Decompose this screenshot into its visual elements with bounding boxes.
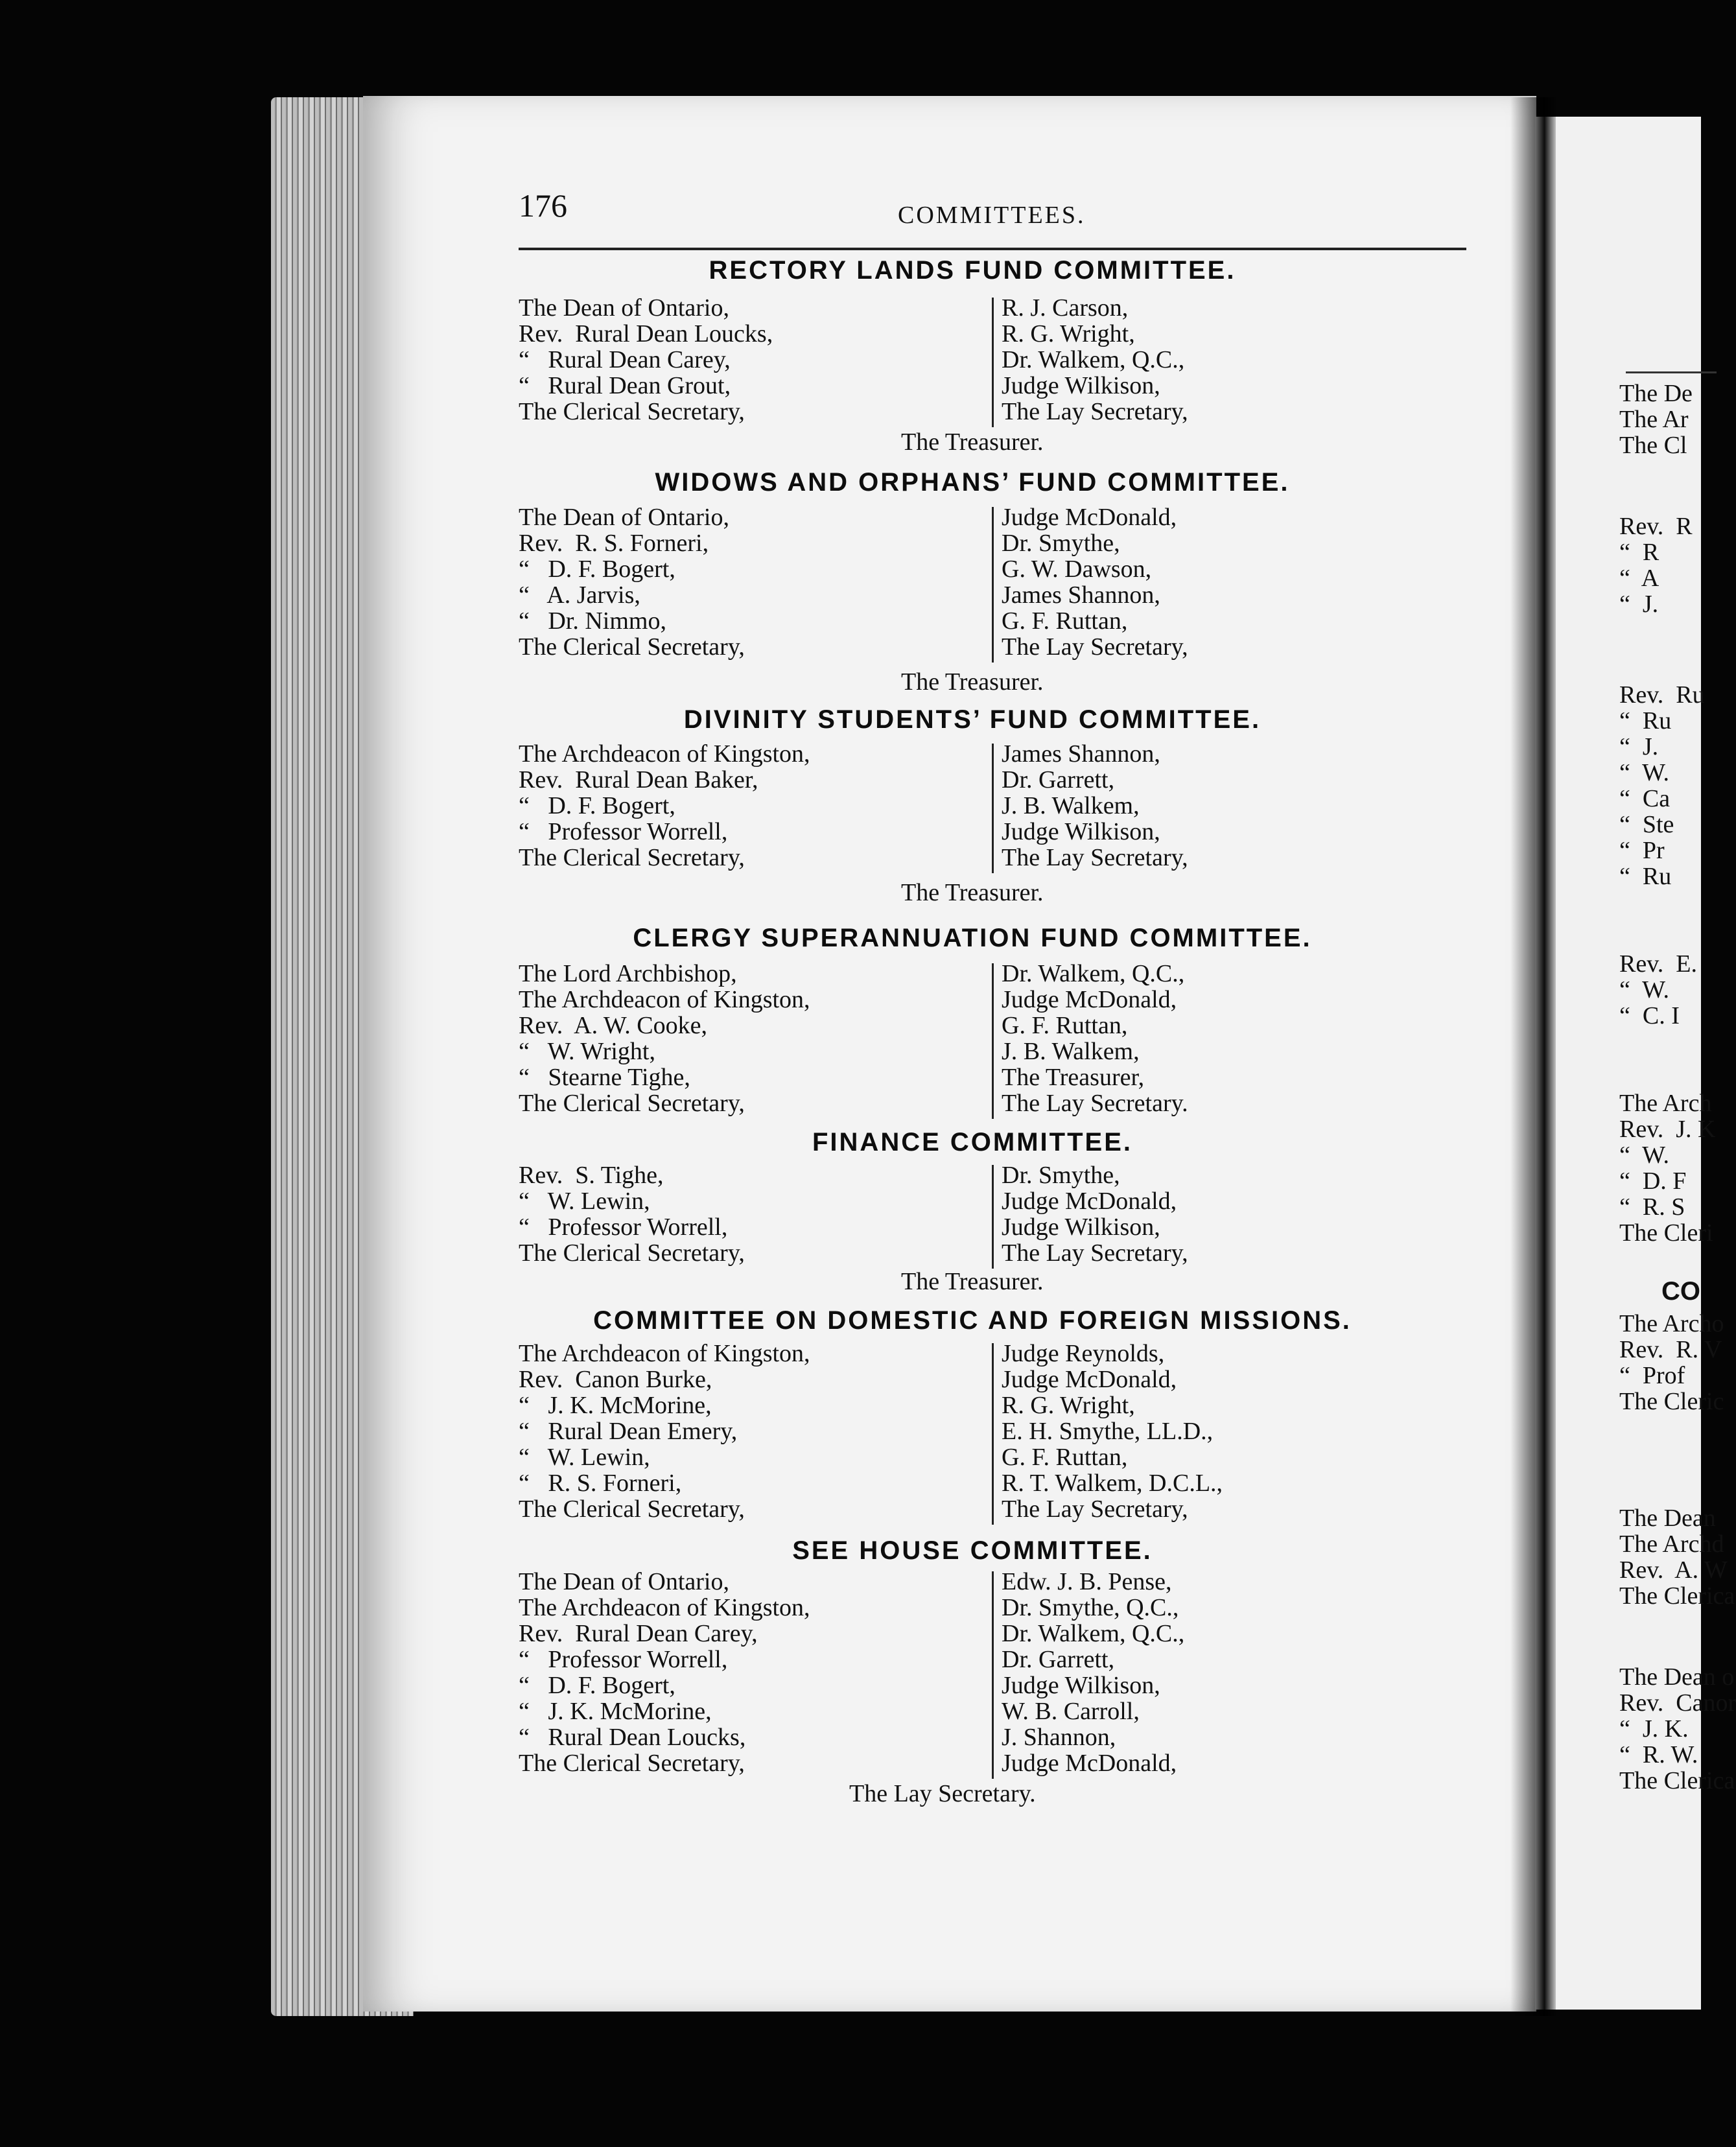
column-divider: [992, 1165, 994, 1269]
member-entry: G. F. Ruttan,: [1002, 1444, 1128, 1471]
column-divider: [992, 744, 994, 873]
member-entry: The Dean of Ontario,: [519, 294, 729, 322]
member-entry: Judge McDonald,: [1002, 986, 1177, 1013]
member-entry: The Lord Archbishop,: [519, 960, 737, 987]
member-entry: J. B. Walkem,: [1002, 792, 1140, 819]
facing-page-text-fragment: “ R. S: [1619, 1193, 1685, 1221]
lay-members-column: [1002, 1569, 1184, 1776]
facing-page-text-fragment: “ W.: [1619, 976, 1670, 1003]
member-entry: “ W. Wright,: [519, 1038, 655, 1065]
member-entry: “ Stearne Tighe,: [519, 1064, 690, 1091]
facing-page-text-fragment: “ J. K.: [1619, 1715, 1689, 1742]
facing-page-text-fragment: “ A: [1619, 565, 1660, 592]
facing-page-text-fragment: The Ar: [1619, 406, 1689, 433]
member-entry: G. F. Ruttan,: [1002, 607, 1128, 635]
committee-footer-member: The Lay Secretary.: [849, 1780, 1036, 1807]
member-entry: Judge Wilkison,: [1002, 1214, 1160, 1241]
member-entry: The Dean of Ontario,: [519, 504, 729, 531]
committee-heading: RECTORY LANDS FUND COMMITTEE.: [709, 256, 1236, 285]
member-entry: James Shannon,: [1002, 581, 1160, 609]
facing-page-text-fragment: Rev. R. V: [1619, 1336, 1722, 1363]
member-entry: G. W. Dawson,: [1002, 556, 1152, 583]
facing-page-fragment: [1535, 117, 1736, 2010]
facing-page-text-fragment: “ Prof: [1619, 1362, 1685, 1389]
facing-page-heading-fragment: CO: [1661, 1277, 1700, 1306]
facing-page-text-fragment: “ R. W.: [1619, 1741, 1698, 1768]
column-divider: [992, 1571, 994, 1779]
member-entry: The Lay Secretary,: [1002, 1239, 1188, 1267]
facing-page-text-fragment: “ J.: [1619, 591, 1659, 618]
facing-page-text-fragment: The Dean: [1619, 1505, 1716, 1532]
clergy-members-column: [519, 1569, 810, 1776]
facing-page-text-fragment: The Dean o: [1619, 1663, 1735, 1691]
member-entry: “ D. F. Bogert,: [519, 792, 675, 819]
member-entry: “ Professor Worrell,: [519, 818, 728, 845]
member-entry: The Lay Secretary,: [1002, 844, 1188, 871]
member-entry: Dr. Smythe,: [1002, 530, 1120, 557]
member-entry: “ Rural Dean Loucks,: [519, 1724, 746, 1751]
facing-page-text-fragment: “ J.: [1619, 733, 1659, 760]
member-entry: R. T. Walkem, D.C.L.,: [1002, 1470, 1223, 1497]
facing-page-text-fragment: “ Pr: [1619, 837, 1665, 864]
member-entry: Judge McDonald,: [1002, 1366, 1177, 1393]
facing-page-text-fragment: The De: [1619, 380, 1693, 407]
member-entry: “ Rural Dean Carey,: [519, 346, 731, 373]
facing-page-text-fragment: The Cl: [1619, 432, 1687, 459]
member-entry: Judge McDonald,: [1002, 1188, 1177, 1215]
facing-page-text-fragment: Rev. A. W: [1619, 1556, 1728, 1584]
member-entry: E. H. Smythe, LL.D.,: [1002, 1418, 1214, 1445]
column-divider: [992, 963, 994, 1119]
member-entry: “ Dr. Nimmo,: [519, 607, 666, 635]
member-entry: Judge Wilkison,: [1002, 1672, 1160, 1699]
page-number: 176: [519, 187, 567, 224]
member-entry: Rev. R. S. Forneri,: [519, 530, 709, 557]
facing-page-text-fragment: Rev. E.: [1619, 950, 1697, 978]
member-entry: Judge Wilkison,: [1002, 372, 1160, 399]
facing-page-text-fragment: Rev. R: [1619, 513, 1693, 540]
facing-page-text-fragment: The Clerica: [1619, 1767, 1735, 1794]
member-entry: “ A. Jarvis,: [519, 581, 640, 609]
committee-footer-member: The Treasurer.: [901, 668, 1044, 696]
lay-members-column: [1002, 504, 1188, 660]
committee-footer-member: The Treasurer.: [901, 879, 1044, 906]
lay-members-column: [1002, 1341, 1223, 1522]
member-entry: G. F. Ruttan,: [1002, 1012, 1128, 1039]
member-entry: Dr. Garrett,: [1002, 1646, 1115, 1673]
facing-page-text-fragment: Rev. J. K: [1619, 1116, 1716, 1143]
member-entry: The Archdeacon of Kingston,: [519, 1340, 810, 1367]
member-entry: “ Professor Worrell,: [519, 1646, 728, 1673]
member-entry: “ D. F. Bogert,: [519, 556, 675, 583]
member-entry: The Clerical Secretary,: [519, 1496, 745, 1523]
member-entry: Judge McDonald,: [1002, 1750, 1177, 1777]
column-divider: [992, 1343, 994, 1525]
member-entry: Rev. Rural Dean Baker,: [519, 766, 758, 793]
clergy-members-column: [519, 1162, 745, 1266]
facing-page-text-fragment: “ Ste: [1619, 811, 1674, 838]
facing-page-text-fragment: “ Ru: [1619, 707, 1672, 734]
facing-page-text-fragment: “ Ru: [1619, 863, 1672, 890]
member-entry: “ R. S. Forneri,: [519, 1470, 682, 1497]
member-entry: Dr. Walkem, Q.C.,: [1002, 1620, 1185, 1647]
member-entry: The Treasurer,: [1002, 1064, 1145, 1091]
member-entry: Dr. Walkem, Q.C.,: [1002, 346, 1185, 373]
facing-page-text-fragment: The Cleric: [1619, 1388, 1724, 1415]
member-entry: The Dean of Ontario,: [519, 1568, 729, 1595]
facing-page-text-fragment: Rev. Ru: [1619, 681, 1705, 709]
member-entry: Rev. Rural Dean Loucks,: [519, 320, 773, 347]
member-entry: “ J. K. McMorine,: [519, 1698, 712, 1725]
facing-page-text-fragment: “ C. I: [1619, 1002, 1680, 1029]
committee-heading: CLERGY SUPERANNUATION FUND COMMITTEE.: [633, 924, 1312, 952]
clergy-members-column: [519, 961, 810, 1116]
committee-heading: WIDOWS AND ORPHANS’ FUND COMMITTEE.: [655, 468, 1290, 497]
committee-footer-member: The Treasurer.: [901, 1268, 1044, 1295]
committee-heading: COMMITTEE ON DOMESTIC AND FOREIGN MISSIONS.: [593, 1306, 1352, 1335]
member-entry: “ D. F. Bogert,: [519, 1672, 675, 1699]
member-entry: Edw. J. B. Pense,: [1002, 1568, 1172, 1595]
member-entry: “ W. Lewin,: [519, 1188, 650, 1215]
member-entry: James Shannon,: [1002, 740, 1160, 768]
member-entry: Judge Wilkison,: [1002, 818, 1160, 845]
committee-heading: SEE HOUSE COMMITTEE.: [792, 1536, 1153, 1565]
member-entry: The Clerical Secretary,: [519, 633, 745, 661]
facing-page-text-fragment: Rev. Canor: [1619, 1689, 1736, 1717]
member-entry: Rev. A. W. Cooke,: [519, 1012, 707, 1039]
member-entry: Dr. Smythe,: [1002, 1162, 1120, 1189]
member-entry: The Lay Secretary,: [1002, 398, 1188, 425]
committee-heading: DIVINITY STUDENTS’ FUND COMMITTEE.: [683, 705, 1261, 734]
member-entry: Rev. S. Tighe,: [519, 1162, 664, 1189]
member-entry: Judge Reynolds,: [1002, 1340, 1165, 1367]
member-entry: R. G. Wright,: [1002, 1392, 1135, 1419]
lay-members-column: [1002, 1162, 1188, 1266]
member-entry: Rev. Canon Burke,: [519, 1366, 712, 1393]
member-entry: Judge McDonald,: [1002, 504, 1177, 531]
running-head-title: COMMITTEES.: [898, 202, 1086, 229]
member-entry: Rev. Rural Dean Carey,: [519, 1620, 758, 1647]
member-entry: The Archdeacon of Kingston,: [519, 740, 810, 768]
facing-page-text-fragment: The Archo: [1619, 1310, 1724, 1337]
clergy-members-column: [519, 741, 810, 871]
lay-members-column: [1002, 741, 1188, 871]
lay-members-column: [1002, 295, 1188, 425]
member-entry: “ J. K. McMorine,: [519, 1392, 712, 1419]
member-entry: The Lay Secretary,: [1002, 633, 1188, 661]
facing-page-text-fragment: “ R: [1619, 539, 1660, 566]
facing-page-text-fragment: The Cleri: [1619, 1219, 1713, 1247]
member-entry: The Archdeacon of Kingston,: [519, 1594, 810, 1621]
column-divider: [992, 298, 994, 427]
facing-page-text-fragment: The Archd: [1619, 1531, 1724, 1558]
committee-heading: FINANCE COMMITTEE.: [812, 1128, 1132, 1156]
member-entry: “ Rural Dean Emery,: [519, 1418, 738, 1445]
member-entry: R. G. Wright,: [1002, 320, 1135, 347]
committee-footer-member: The Treasurer.: [901, 428, 1044, 456]
member-entry: R. J. Carson,: [1002, 294, 1129, 322]
member-entry: W. B. Carroll,: [1002, 1698, 1140, 1725]
member-entry: “ W. Lewin,: [519, 1444, 650, 1471]
member-entry: The Clerical Secretary,: [519, 398, 745, 425]
facing-page-text-fragment: “ Ca: [1619, 785, 1671, 812]
member-entry: “ Professor Worrell,: [519, 1214, 728, 1241]
member-entry: The Clerical Secretary,: [519, 1750, 745, 1777]
clergy-members-column: [519, 504, 745, 660]
member-entry: The Clerical Secretary,: [519, 844, 745, 871]
member-entry: Dr. Garrett,: [1002, 766, 1115, 793]
member-entry: The Lay Secretary,: [1002, 1496, 1188, 1523]
facing-page-rule: [1626, 371, 1717, 373]
clergy-members-column: [519, 1341, 810, 1522]
member-entry: The Archdeacon of Kingston,: [519, 986, 810, 1013]
member-entry: J. B. Walkem,: [1002, 1038, 1140, 1065]
book-gutter: [1510, 97, 1556, 2016]
header-rule: [519, 248, 1466, 250]
member-entry: J. Shannon,: [1002, 1724, 1116, 1751]
lay-members-column: [1002, 961, 1188, 1116]
member-entry: Dr. Smythe, Q.C.,: [1002, 1594, 1179, 1621]
facing-page-text-fragment: “ W.: [1619, 759, 1670, 786]
column-divider: [992, 507, 994, 663]
facing-page-text-fragment: “ D. F: [1619, 1167, 1687, 1195]
facing-page-text-fragment: The Clerica: [1619, 1582, 1735, 1610]
member-entry: The Clerical Secretary,: [519, 1090, 745, 1117]
member-entry: “ Rural Dean Grout,: [519, 372, 731, 399]
member-entry: The Lay Secretary.: [1002, 1090, 1188, 1117]
facing-page-text-fragment: The Arch: [1619, 1090, 1712, 1117]
clergy-members-column: [519, 295, 773, 425]
member-entry: The Clerical Secretary,: [519, 1239, 745, 1267]
member-entry: Dr. Walkem, Q.C.,: [1002, 960, 1185, 987]
facing-page-text-fragment: “ W.: [1619, 1142, 1670, 1169]
